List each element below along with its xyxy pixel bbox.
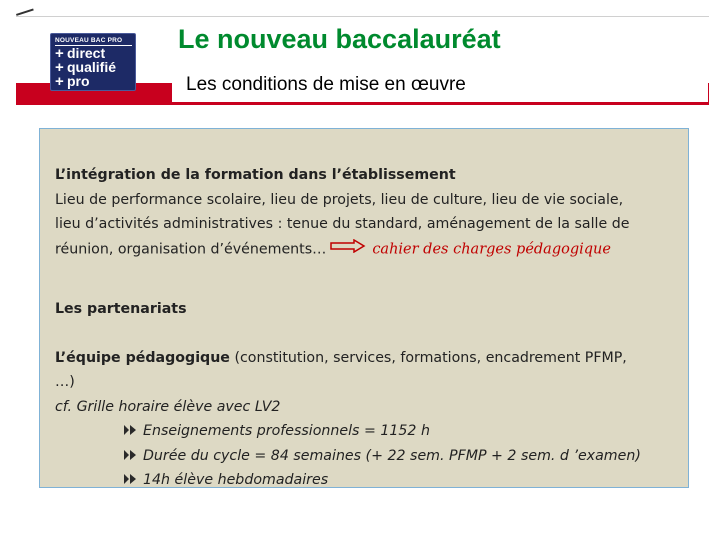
section-text-line: Lieu de performance scolaire, lieu de projets, lieu de culture, lieu de vie sociale, — [55, 191, 624, 208]
logo-line-3 — [55, 74, 90, 88]
section-text-line: cf. Grille horaire élève avec LV2 — [55, 398, 281, 415]
list-item — [55, 468, 675, 493]
bac-pro-logo — [50, 33, 136, 91]
page-title: Le nouveau baccalauréat — [178, 24, 501, 54]
plus-icon: + — [55, 45, 64, 62]
logo-line-1 — [55, 46, 105, 60]
content-body — [55, 163, 675, 493]
section-heading-partenariats: Les partenariats — [55, 301, 187, 318]
section-text-line: …) — [55, 374, 75, 391]
list-item — [55, 419, 675, 444]
plus-icon: + — [55, 59, 64, 76]
list-item-text: Durée du cycle = 84 semaines (+ 22 sem. PFMP + 2 sem. d ’examen) — [143, 447, 641, 464]
logo-line-2 — [55, 60, 116, 74]
plus-icon: + — [55, 73, 64, 90]
bullet-arrows-icon — [123, 420, 137, 432]
page-subtitle: Les conditions de mise en œuvre — [186, 74, 466, 95]
section-text-line: lieu d’activités administratives : tenue du standard, aménagement de la salle de — [55, 216, 630, 232]
section-text-line-with-result — [55, 237, 675, 262]
bullet-arrows-icon — [123, 469, 137, 481]
logo-line-2-text: qualifié — [67, 59, 117, 75]
list-item — [55, 444, 675, 469]
logo-line-1-text: direct — [67, 45, 106, 61]
list-item-text: Enseignements professionnels = 1152 h — [143, 423, 430, 440]
section-text: réunion, organisation d’événements… — [55, 240, 327, 257]
logo-top-text: NOUVEAU BAC PRO — [55, 36, 132, 46]
logo-line-3-text: pro — [67, 73, 90, 89]
section-heading-equipe: L’équipe pédagogique — [55, 349, 230, 366]
bullet-arrows-icon — [123, 445, 137, 457]
section-heading-equipe-line — [55, 346, 675, 371]
list-item-text: 14h élève hebdomadaires — [143, 472, 329, 489]
result-text: cahier des charges pédagogique — [372, 240, 611, 257]
arrow-right-icon — [330, 237, 366, 262]
section-heading-integration: L’intégration de la formation dans l’établissement — [55, 167, 456, 183]
section-text: (constitution, services, formations, encadrement PFMP, — [229, 349, 627, 366]
